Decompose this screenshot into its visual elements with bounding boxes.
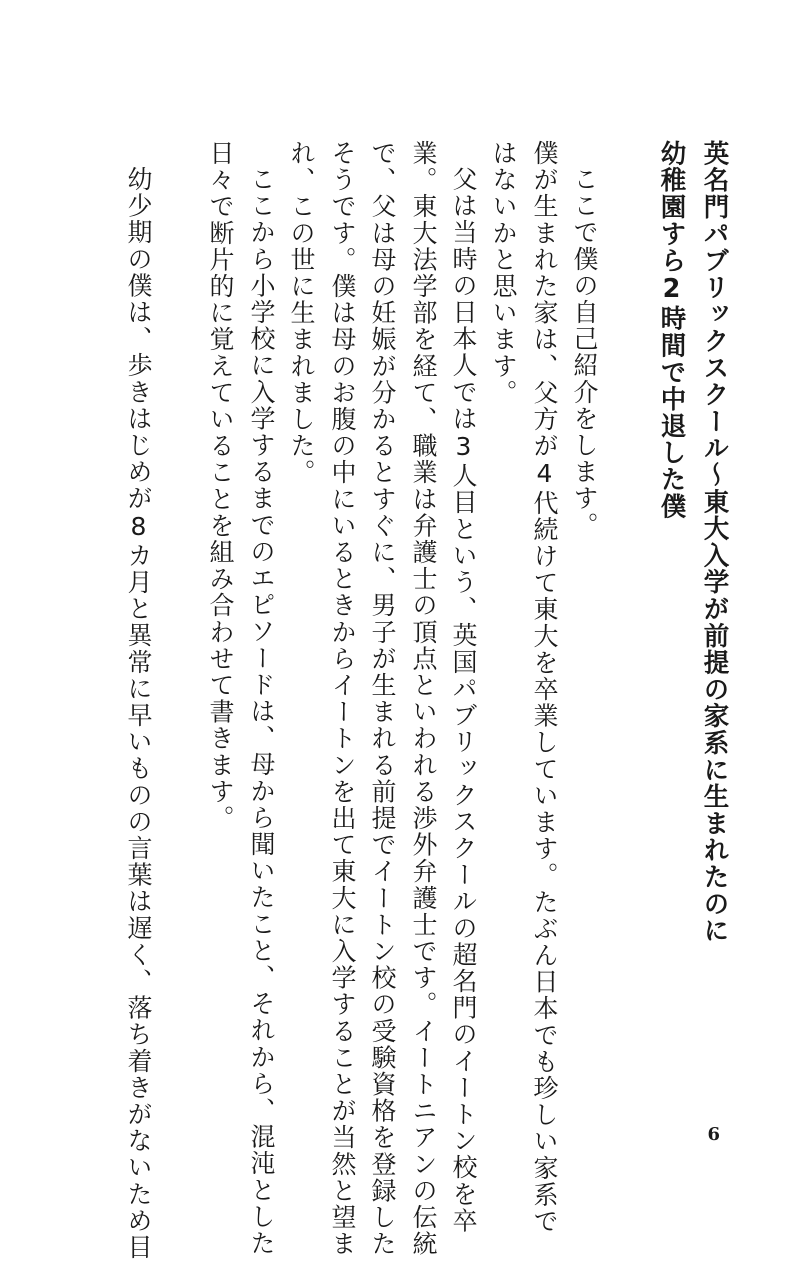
body-line-11: 幼少期の僕は、歩きはじめが8カ月と異常に早いものの言葉は遅く、落ち着きがないため目: [124, 166, 153, 1261]
body-line-3: はないかと思います。: [489, 140, 518, 406]
body-line-5: 業。東大法学部を経て、職業は弁護士の頂点といわれる渉外弁護士です。イートニアンの伝統: [409, 140, 438, 1258]
body-line-1: ここで僕の自己紹介をします。: [570, 166, 599, 539]
page-number: 6: [707, 1124, 720, 1145]
body-line-9: ここから小学校に入学するまでのエピソードは、母から聞いたこと、それから、混沌とした: [247, 166, 276, 1257]
body-line-6: で、父は母の妊娠が分かるとすぐに、男子が生まれる前提でイートン校の受験資格を登録した: [368, 140, 397, 1258]
body-line-7: そうです。僕は母のお腹の中にいるときからイートンを出て東大に入学することが当然と望ま: [328, 140, 357, 1258]
body-line-2: 僕が生まれた家は、父方が4代続けて東大を卒業しています。たぶん日本でも珍しい家系で: [530, 140, 559, 1235]
body-line-8: れ、この世に生まれました。: [287, 140, 316, 486]
body-line-10: 日々で断片的に覚えていることを組み合わせて書きます。: [206, 140, 235, 832]
body-line-4: 父は当時の日本人では3人目という、英国パブリックスクールの超名門のイートン校を卒: [449, 166, 478, 1234]
chapter-title-line-2: 幼稚園すら2時間で中退した僕: [656, 140, 687, 520]
chapter-title-line-1: 英名門パブリックスクール～東大入学が前提の家系に生まれたのに: [699, 140, 730, 944]
